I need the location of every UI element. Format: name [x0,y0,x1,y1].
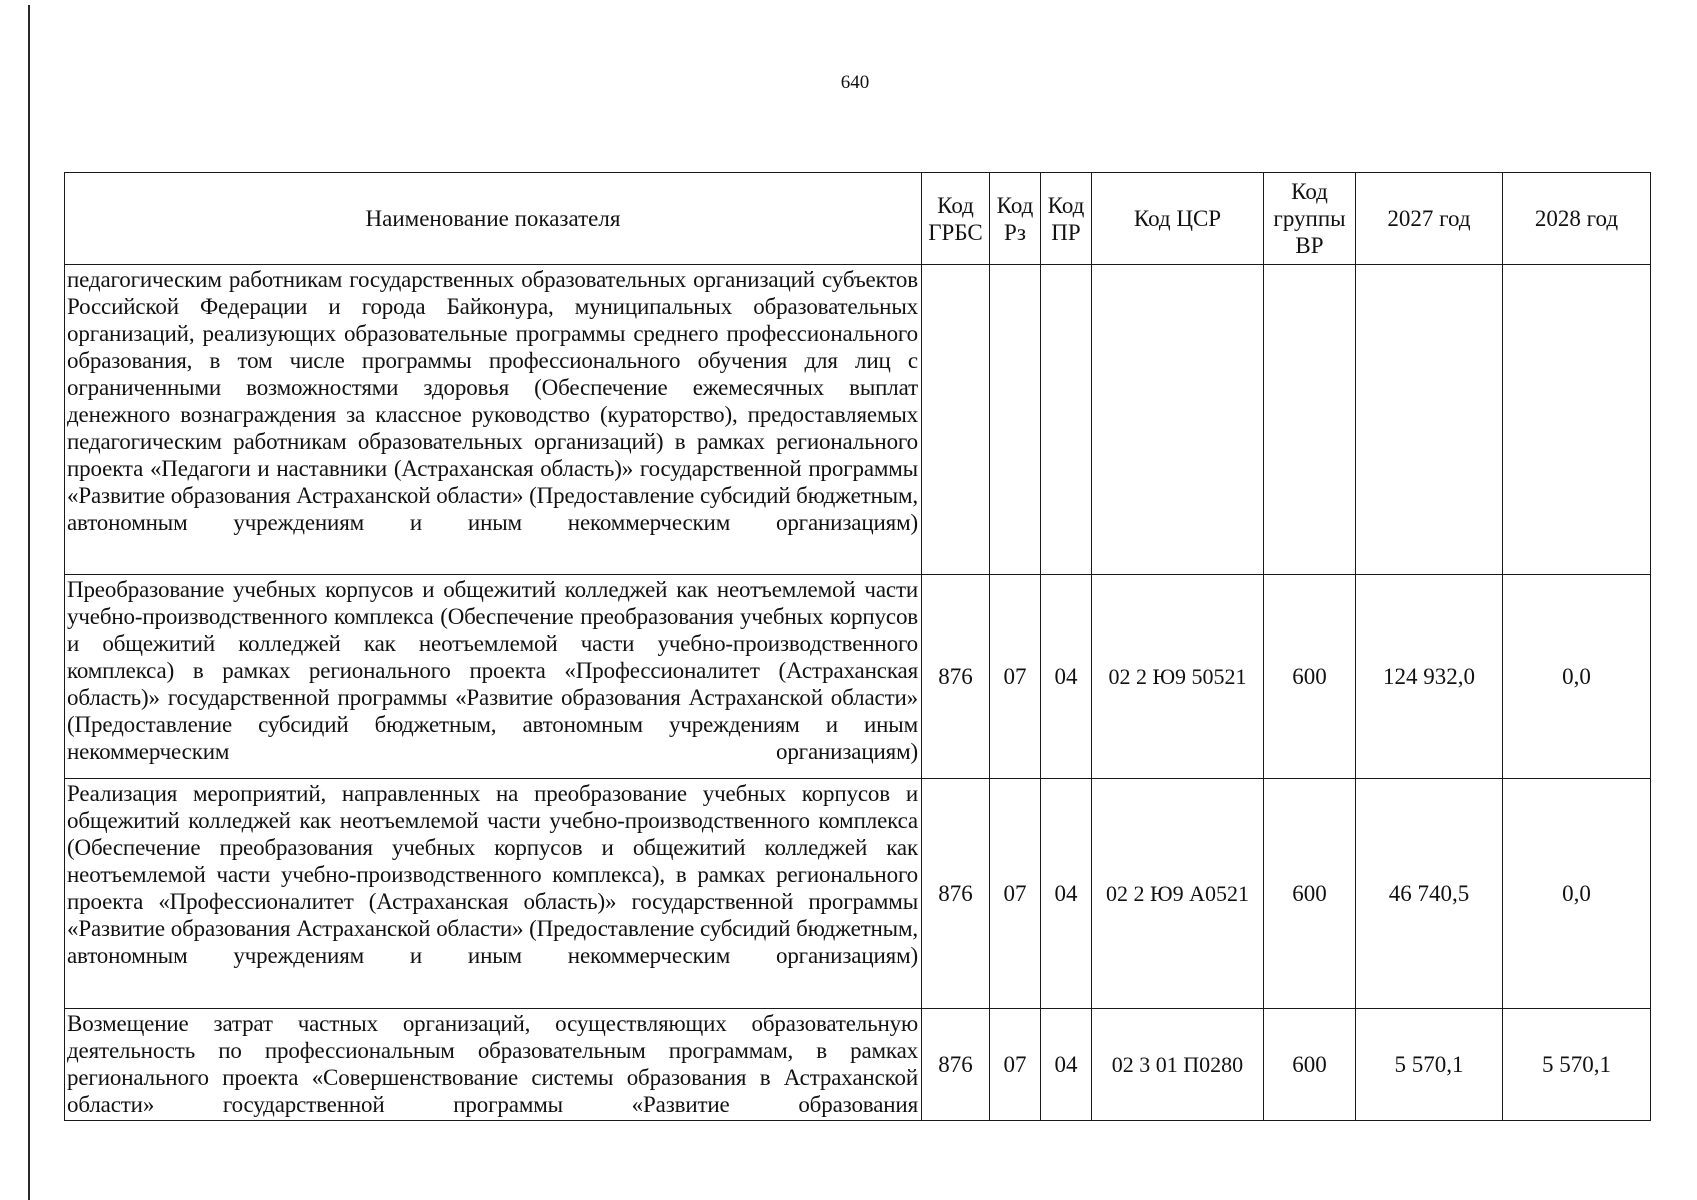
header-2028: 2028 год [1503,173,1651,265]
grbs-cell [922,265,990,575]
page-number: 640 [840,72,870,93]
row-name-cell: Преобразование учебных корпусов и общежитий колледжей как неотъемлемой части учебно-производственного комплекса (Обеспечение преобразования учебных корпусов и общежитий колледжей как неотъемлемой части учебно-производственного комплекса) в рамках регионального проекта «Профессионалитет (Астраханская область)» государственной программы «Развитие образования Астраханской области» (Предоставление субсидий бюджетным, автономным учреждениям и иным некоммерческим организациям) [65,575,922,779]
amount-2028-cell: 0,0 [1503,575,1651,779]
header-csr: Код ЦСР [1092,173,1264,265]
vr-cell [1264,265,1356,575]
header-vr: Код группы ВР [1264,173,1356,265]
rz-cell: 07 [990,779,1041,1009]
amount-2027-cell: 46 740,5 [1356,779,1503,1009]
grbs-cell: 876 [922,1009,990,1121]
amount-2028-cell [1503,265,1651,575]
csr-cell: 02 3 01 П0280 [1092,1009,1264,1121]
rz-cell: 07 [990,575,1041,779]
table-row [65,1009,1651,1121]
amount-2028-cell: 0,0 [1503,779,1651,1009]
pr-cell: 04 [1041,1009,1092,1121]
amount-2028-cell: 5 570,1 [1503,1009,1651,1121]
vr-cell: 600 [1264,779,1356,1009]
table-header-row [65,173,1651,265]
pr-cell: 04 [1041,575,1092,779]
rz-cell: 07 [990,1009,1041,1121]
amount-2027-cell [1356,265,1503,575]
csr-cell: 02 2 Ю9 А0521 [1092,779,1264,1009]
csr-cell: 02 2 Ю9 50521 [1092,575,1264,779]
header-2027: 2027 год [1356,173,1503,265]
table-row [65,779,1651,1009]
csr-cell [1092,265,1264,575]
header-name: Наименование показателя [65,173,922,265]
row-name-cell: Реализация мероприятий, направленных на преобразование учебных корпусов и общежитий колледжей как неотъемлемой части учебно-производственного комплекса (Обеспечение преобразования учебных корпусов и общежитий колледжей как неотъемлемой части учебно-производственного комплекса), в рамках регионального проекта «Профессионалитет (Астраханская область)» государственной программы «Развитие образования Астраханской области» (Предоставление субсидий бюджетным, автономным учреждениям и иным некоммерческим организациям) [65,779,922,1009]
table-row [65,265,1651,575]
amount-2027-cell: 5 570,1 [1356,1009,1503,1121]
rz-cell [990,265,1041,575]
row-name-cell: педагогическим работникам государственных образовательных организаций субъектов Российской Федерации и города Байконура, муниципальных образовательных организаций, реализующих образовательные программы среднего профессионального образования, в том числе программы профессионального обучения для лиц с ограниченными возможностями здоровья (Обеспечение ежемесячных выплат денежного вознаграждения за классное руководство (кураторство), предоставляемых педагогическим работникам образовательных организаций) в рамках регионального проекта «Педагоги и наставники (Астраханская область)» государственной программы «Развитие образования Астраханской области» (Предоставление субсидий бюджетным, автономным учреждениям и иным некоммерческим организациям) [65,265,922,575]
header-grbs: Код ГРБС [922,173,990,265]
vr-cell: 600 [1264,1009,1356,1121]
grbs-cell: 876 [922,779,990,1009]
amount-2027-cell: 124 932,0 [1356,575,1503,779]
header-pr: Код ПР [1041,173,1092,265]
header-rz: Код Рз [990,173,1041,265]
pr-cell [1041,265,1092,575]
grbs-cell: 876 [922,575,990,779]
row-name-cell: Возмещение затрат частных организаций, осуществляющих образовательную деятельность по профессиональным образовательным программам, в рамках регионального проекта «Совершенствование системы образования в Астраханской области» государственной программы «Развитие образования [65,1009,922,1121]
vr-cell: 600 [1264,575,1356,779]
budget-table [64,172,1651,1121]
left-margin-line [28,5,30,1200]
pr-cell: 04 [1041,779,1092,1009]
table-row [65,575,1651,779]
